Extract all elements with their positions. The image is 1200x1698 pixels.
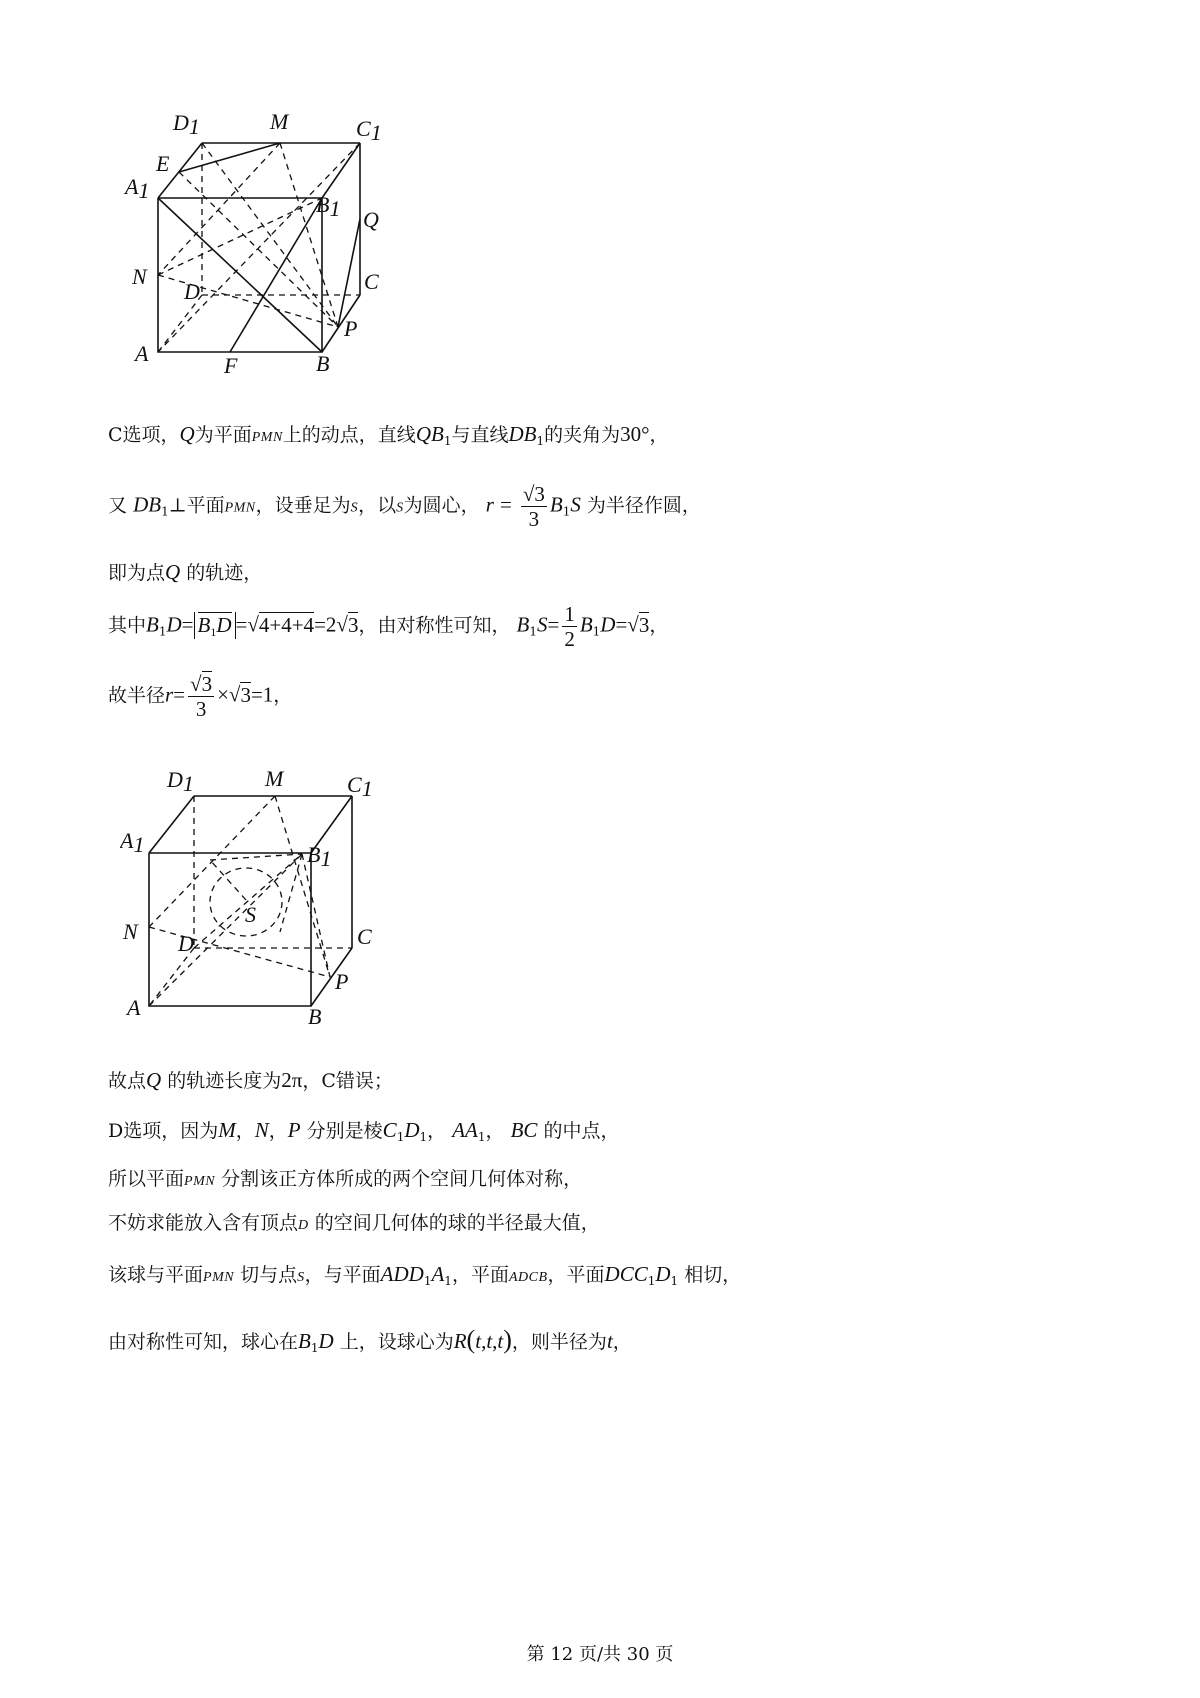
fig2-label-N: N [123, 919, 138, 944]
text-line-4: 其中$B_1D= B_1D =√4+4+4=2√3$，由对称性可知， $B_1S=$ $\frac{1}{2}$ $B_1D=√3$， [108, 602, 669, 652]
text-line-3: 即为点Q 的轨迹， [108, 560, 263, 584]
fig2-label-C: C [357, 924, 372, 949]
fig1-label-A: A [135, 341, 149, 366]
page-footer: 第 12 页/共 30 页 [526, 1644, 674, 1665]
text-line-9: 不妨求能放入含有顶点D 的空间几何体的球的半径最大值， [108, 1212, 600, 1234]
fraction-sqrt3-over-3: $\frac{√3}{3}$ [522, 482, 545, 532]
text-line-6: 故点Q 的轨迹长度为2π，C错误； [108, 1068, 393, 1092]
text-line-8: 所以平面PMN 分割该正方体所成的两个空间几何体对称， [108, 1168, 583, 1190]
fig1-label-D: D [184, 279, 200, 304]
fig1-label-P: P [344, 316, 358, 341]
fig2-label-P: P [335, 969, 349, 994]
text-line-7: D选项，因为M，N，P 分别是棱$C_1D_1$， $AA_1$， BC 的中点， [108, 1118, 620, 1144]
fig1-label-C: C [364, 269, 379, 294]
fig2-label-B1: B1 [307, 842, 332, 871]
fig1-label-B1: B1 [316, 192, 341, 221]
fig1-label-B: B [316, 351, 330, 376]
fig2-label-S: S [245, 902, 256, 927]
fig1-label-Q: Q [363, 207, 379, 232]
figure-cube-1 [120, 105, 420, 395]
fig1-label-E: E [156, 151, 170, 176]
cube-diagram-1 [120, 105, 420, 395]
text-line-1: C选项，Q为平面PMN上的动点，直线$QB_1$与直线$DB_1$的夹角为30°， [108, 422, 669, 448]
fig2-label-D1: D1 [167, 767, 194, 796]
fig2-label-D: D [178, 931, 194, 956]
fig1-label-F: F [224, 353, 238, 378]
figure-cube-2 [120, 762, 420, 1042]
text-line-2: 又 $DB_1\perp$平面PMN，设垂足为S，以S为圆心， r = $\frac{√3}{3}$ $B_1S$ 为半径作圆， [108, 482, 701, 532]
fig1-label-C1: C1 [356, 116, 382, 145]
fig2-label-C1: C1 [347, 772, 373, 801]
fig2-label-M: M [265, 766, 284, 791]
fraction-sqrt3-over-3-b: $\frac{√3}{3}$ [190, 672, 213, 722]
text-line-11: 由对称性可知，球心在$B_1D$ 上，设球心为R(t,t,t)，则半径为t， [108, 1325, 632, 1355]
fig1-label-D1: D1 [173, 110, 200, 139]
fig2-label-A: A [127, 995, 141, 1020]
fig1-label-M: M [270, 109, 289, 134]
fig1-label-A1: A1 [125, 174, 150, 203]
text-line-10: 该球与平面PMN 切与点S，与平面$ADD_1A_1$，平面ADCB，平面$DCC_1D_1$ 相切， [108, 1262, 742, 1288]
fig2-label-B: B [308, 1004, 322, 1029]
cube-diagram-2 [120, 762, 420, 1042]
fig1-label-N: N [132, 264, 147, 289]
fraction-1-over-2: $\frac{1}{2}$ [564, 602, 575, 652]
fig2-label-A1: A1 [120, 828, 145, 857]
text-line-5: 故半径r= $\frac{√3}{3}$ ×√3=1， [108, 672, 293, 722]
